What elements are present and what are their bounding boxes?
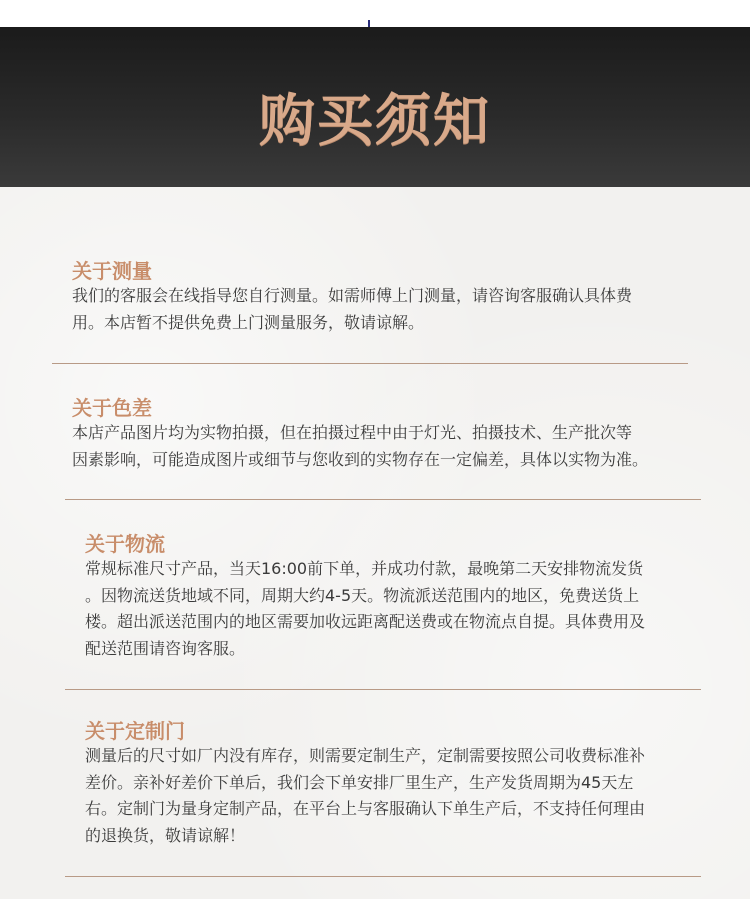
section-body: 我们的客服会在线指导您自行测量。如需师傅上门测量，请咨询客服确认具体费 用。本店暂不提供免费上门测量服务，敬请谅解。 [72,286,633,332]
section-body: 本店产品图片均为实物拍摄，但在拍摄过程中由于灯光、拍摄技术、生产批次等 因素影响，可能造成图片或细节与您收到的实物存在一定偏差，具体以实物为准。 [72,423,649,469]
section-divider [65,876,701,877]
top-strip [0,0,750,27]
section-title: 关于定制门 [85,719,185,743]
section-title: 关于物流 [85,532,165,556]
section-divider [65,689,701,690]
section-divider [65,499,701,500]
section-body: 测量后的尺寸如厂内没有库存，则需要定制生产，定制需要按照公司收费标准补 差价。亲补好差价下单后，我们会下单安排厂里生产，生产发货周期为45天左 右。定制门为量身定制产品，在平台上与客服确认下单生产后，不支持任何理由 的退换货，敬请谅解！ [85,746,646,845]
section-body: 常规标准尺寸产品，当天16:00前下单，并成功付款，最晚第二天安排物流发货 。因物流送货地域不同，周期大约4-5天。物流派送范围内的地区，免费送货上 楼。超出派送范围内的地区需要加收远距离配送费或在物流点自提。具体费用及 配送范围请咨询客服。 [85,559,646,658]
top-tick-mark [368,20,370,27]
header-banner [0,27,750,187]
section-divider [52,363,688,364]
page-title: 购买须知 [259,89,491,154]
section-title: 关于色差 [72,396,152,420]
section-title: 关于测量 [72,259,152,283]
